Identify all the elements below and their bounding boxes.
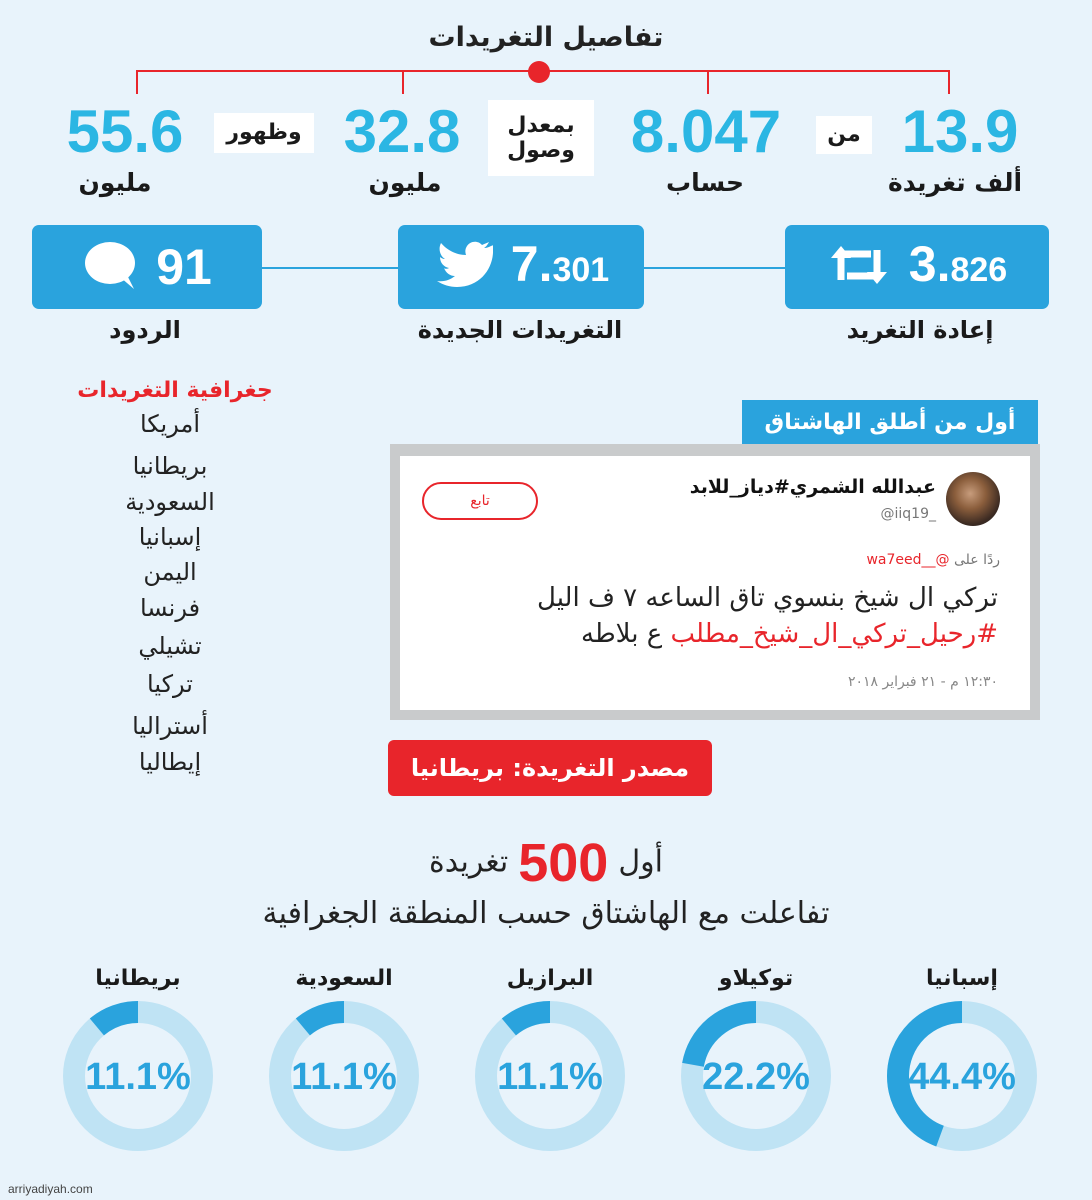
geography-country: اليمن — [143, 558, 197, 586]
reach-count: 32.8 — [343, 98, 461, 165]
donut-percent-label: 11.1% — [291, 1056, 397, 1098]
donut-label: إسبانيا — [926, 966, 998, 991]
tweet-text-line: #رحيل_تركي_ال_شيخ_مطلب ع بلاطه — [581, 619, 998, 649]
tweet-user-handle: @iiq19_ — [880, 506, 936, 522]
average-reach-box: بمعدل وصول — [488, 100, 594, 176]
donut-percent-label: 11.1% — [85, 1056, 191, 1098]
connector-drop — [402, 70, 404, 94]
connector-drop — [136, 70, 138, 94]
geography-country: بريطانيا — [132, 452, 208, 480]
tweet-reply-to: ردًا على @__wa7eed — [866, 552, 1000, 568]
footer-site: arriyadiyah.com — [8, 1182, 93, 1196]
geography-country: السعودية — [125, 488, 215, 516]
geography-country: أمريكا — [139, 410, 200, 438]
header-connector-dot — [528, 61, 550, 83]
follow-button[interactable]: تابع — [422, 482, 538, 520]
tweet-text-line: تركي ال شيخ بنسوي تاق الساعه ٧ ف اليل — [537, 583, 998, 613]
stat-connector — [262, 267, 398, 269]
donut-percent-label: 22.2% — [702, 1056, 810, 1098]
avatar — [946, 472, 1000, 526]
speech-bubble-icon — [82, 239, 138, 295]
appearance-word-box: وظهور — [214, 113, 314, 153]
replies-box — [32, 225, 262, 309]
connector-drop — [707, 70, 709, 94]
donut-label: توكيلاو — [718, 966, 794, 991]
geography-country: تركيا — [147, 670, 193, 698]
geography-country: تشيلي — [138, 632, 202, 660]
replies-value: 91 — [156, 239, 212, 295]
tweet-card-inner — [400, 456, 1030, 710]
geography-country: إيطاليا — [138, 748, 202, 776]
tweet-card — [390, 444, 1040, 720]
donut-label: بريطانيا — [95, 966, 181, 991]
page-title: تفاصيل التغريدات — [428, 22, 664, 53]
accounts-count-label: حساب — [666, 168, 744, 197]
accounts-count: 8.047 — [630, 98, 782, 165]
new-tweets-box — [398, 225, 644, 309]
tweet-date: ١٢:٣٠ م - ٢١ فبراير ٢٠١٨ — [847, 674, 998, 690]
twitter-bird-icon — [433, 240, 493, 294]
tweet-hashtag[interactable]: #رحيل_تركي_ال_شيخ_مطلب — [670, 619, 998, 649]
appearance-count-label: مليون — [78, 168, 152, 197]
geography-country: إسبانيا — [138, 523, 202, 551]
first-500-heading: أول500تغريدة — [429, 833, 663, 893]
donut-label: السعودية — [295, 966, 393, 991]
donut-percent-label: 11.1% — [497, 1056, 603, 1098]
retweet-icon — [827, 240, 891, 294]
retweets-label: إعادة التغريد — [846, 316, 994, 344]
geography-country: أستراليا — [132, 712, 208, 740]
replies-label: الردود — [109, 316, 181, 344]
new-tweets-value: 7.301 — [510, 236, 610, 292]
tweets-count-label: ألف تغريدة — [887, 168, 1023, 197]
geography-title: جغرافية التغريدات — [77, 378, 273, 403]
retweets-value: 3.826 — [908, 236, 1008, 292]
first-hashtag-tab: أول من أطلق الهاشتاق — [742, 400, 1038, 444]
donut-percent-label: 44.4% — [908, 1056, 1016, 1098]
retweets-box — [785, 225, 1049, 309]
reply-handle[interactable]: @__wa7eed — [866, 552, 950, 568]
connector-drop — [948, 70, 950, 94]
reach-count-label: مليون — [368, 168, 442, 197]
new-tweets-label: التغريدات الجديدة — [417, 316, 623, 344]
first-500-subtitle: تفاعلت مع الهاشتاق حسب المنطقة الجغرافية — [262, 896, 830, 931]
donut-charts — [0, 990, 1092, 1170]
appearance-count: 55.6 — [66, 98, 184, 165]
stat-connector — [644, 267, 786, 269]
geography-country: فرنسا — [139, 594, 201, 622]
tweets-count: 13.9 — [901, 98, 1019, 165]
donut-label: البرازيل — [506, 966, 594, 991]
tweet-user-name: عبدالله الشمري#دياز_للابد — [689, 476, 936, 498]
tweet-source-box: مصدر التغريدة: بريطانيا — [388, 740, 712, 796]
tweet-text — [420, 580, 998, 652]
first-500-number: 500 — [518, 833, 609, 893]
from-word-box: من — [816, 116, 872, 154]
